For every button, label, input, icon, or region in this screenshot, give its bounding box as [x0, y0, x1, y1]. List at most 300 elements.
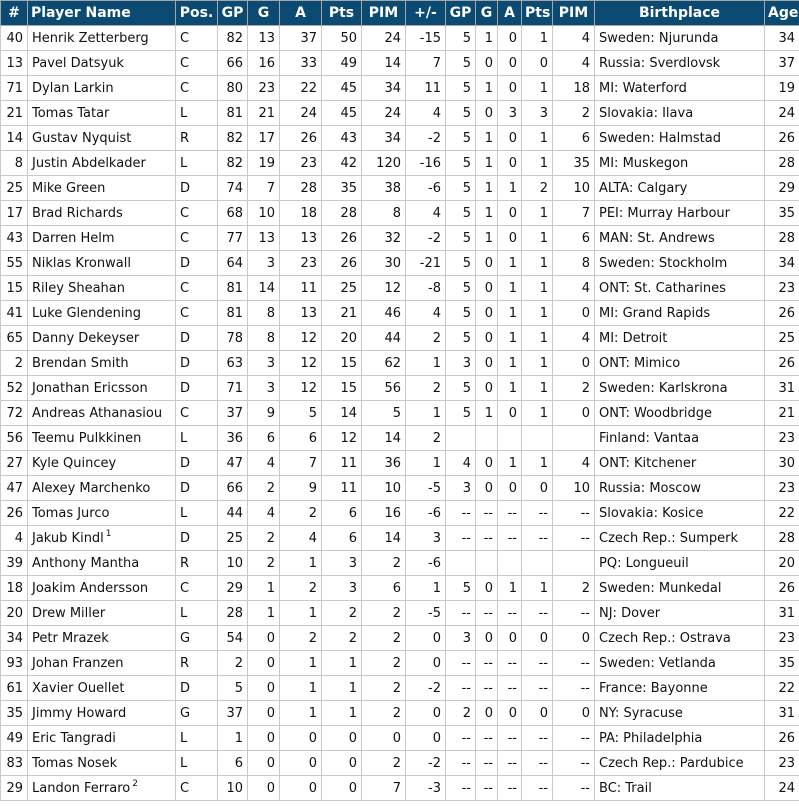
- points-cell: 0: [322, 776, 362, 801]
- penalty-minutes-cell: 34: [362, 76, 406, 101]
- col-header-playoff-goals[interactable]: G: [476, 1, 498, 26]
- player-name-cell: [28, 476, 176, 501]
- footnote-marker[interactable]: 2: [132, 778, 138, 789]
- penalty-minutes-cell: 32: [362, 226, 406, 251]
- assists-cell: 12: [280, 326, 322, 351]
- playoff-assists-cell: --: [498, 751, 522, 776]
- goals-cell: 9: [248, 401, 280, 426]
- playoff-penalty-minutes-cell: --: [553, 776, 595, 801]
- age-cell: 26: [765, 301, 799, 326]
- birthplace-cell: Sweden: Munkedal: [595, 576, 765, 601]
- plus-minus-cell: 3: [406, 526, 446, 551]
- penalty-minutes-cell: 2: [362, 701, 406, 726]
- games-played-cell: 5: [218, 676, 248, 701]
- age-cell: 23: [765, 276, 799, 301]
- birthplace-cell: ONT: Mimico: [595, 351, 765, 376]
- age-cell: 28: [765, 226, 799, 251]
- table-row: [1, 276, 799, 301]
- birthplace-cell: PEI: Murray Harbour: [595, 201, 765, 226]
- assists-cell: 1: [280, 601, 322, 626]
- col-header-birthplace[interactable]: Birthplace: [595, 1, 765, 26]
- table-row: [1, 226, 799, 251]
- playoff-points-cell: 1: [522, 126, 553, 151]
- playoff-assists-cell: 0: [498, 51, 522, 76]
- player-number-cell: 61: [1, 676, 28, 701]
- age-cell: 23: [765, 626, 799, 651]
- col-header-penalty-minutes[interactable]: PIM: [362, 1, 406, 26]
- playoff-assists-cell: 1: [498, 376, 522, 401]
- playoff-assists-cell: --: [498, 501, 522, 526]
- goals-cell: 7: [248, 176, 280, 201]
- playoff-penalty-minutes-cell: --: [553, 501, 595, 526]
- table-row: [1, 601, 799, 626]
- games-played-cell: 82: [218, 126, 248, 151]
- position-cell: C: [176, 226, 218, 251]
- player-number-cell: 15: [1, 276, 28, 301]
- playoff-goals-cell: --: [476, 651, 498, 676]
- playoff-points-cell: 1: [522, 326, 553, 351]
- penalty-minutes-cell: 30: [362, 251, 406, 276]
- assists-cell: 18: [280, 201, 322, 226]
- playoff-points-cell: 3: [522, 101, 553, 126]
- goals-cell: 0: [248, 726, 280, 751]
- player-number-cell: 72: [1, 401, 28, 426]
- position-cell: C: [176, 276, 218, 301]
- plus-minus-cell: 1: [406, 401, 446, 426]
- playoff-assists-cell: 0: [498, 126, 522, 151]
- player-name-cell: [28, 726, 176, 751]
- playoff-goals-cell: --: [476, 601, 498, 626]
- playoff-penalty-minutes-cell: --: [553, 651, 595, 676]
- penalty-minutes-cell: 7: [362, 776, 406, 801]
- playoff-penalty-minutes-cell: 8: [553, 251, 595, 276]
- playoff-assists-cell: --: [498, 776, 522, 801]
- playoff-games-played-cell: --: [446, 601, 476, 626]
- playoff-assists-cell: [498, 426, 522, 451]
- plus-minus-cell: -3: [406, 776, 446, 801]
- position-cell: D: [176, 526, 218, 551]
- player-name-text: Henrik Zetterberg: [32, 30, 149, 46]
- player-number-cell: 43: [1, 226, 28, 251]
- player-number-cell: 26: [1, 501, 28, 526]
- position-cell: G: [176, 626, 218, 651]
- playoff-points-cell: 1: [522, 451, 553, 476]
- player-name-cell: [28, 226, 176, 251]
- position-cell: L: [176, 726, 218, 751]
- games-played-cell: 82: [218, 26, 248, 51]
- position-cell: G: [176, 701, 218, 726]
- playoff-penalty-minutes-cell: 2: [553, 376, 595, 401]
- age-cell: 26: [765, 351, 799, 376]
- playoff-goals-cell: [476, 426, 498, 451]
- assists-cell: 12: [280, 351, 322, 376]
- points-cell: 25: [322, 276, 362, 301]
- playoff-points-cell: 0: [522, 626, 553, 651]
- player-name-text: Tomas Nosek: [32, 755, 118, 771]
- playoff-games-played-cell: 5: [446, 101, 476, 126]
- playoff-games-played-cell: 3: [446, 476, 476, 501]
- player-name-text: Luke Glendening: [32, 305, 141, 321]
- games-played-cell: 66: [218, 476, 248, 501]
- table-row: [1, 426, 799, 451]
- playoff-games-played-cell: 4: [446, 451, 476, 476]
- player-name-text: Anthony Mantha: [32, 555, 140, 571]
- plus-minus-cell: -6: [406, 551, 446, 576]
- goals-cell: 0: [248, 676, 280, 701]
- points-cell: 6: [322, 501, 362, 526]
- col-header-assists[interactable]: A: [280, 1, 322, 26]
- assists-cell: 2: [280, 501, 322, 526]
- col-header-player-name[interactable]: Player Name: [28, 1, 176, 26]
- birthplace-cell: ONT: Woodbridge: [595, 401, 765, 426]
- age-cell: 26: [765, 576, 799, 601]
- position-cell: C: [176, 26, 218, 51]
- penalty-minutes-cell: 2: [362, 651, 406, 676]
- assists-cell: 11: [280, 276, 322, 301]
- playoff-penalty-minutes-cell: 4: [553, 276, 595, 301]
- points-cell: 14: [322, 401, 362, 426]
- points-cell: 21: [322, 301, 362, 326]
- plus-minus-cell: 0: [406, 626, 446, 651]
- birthplace-cell: Sweden: Halmstad: [595, 126, 765, 151]
- col-header-playoff-points[interactable]: Pts: [522, 1, 553, 26]
- col-header-games-played[interactable]: GP: [218, 1, 248, 26]
- playoff-goals-cell: 0: [476, 451, 498, 476]
- table-row: [1, 526, 799, 551]
- plus-minus-cell: 0: [406, 651, 446, 676]
- assists-cell: 12: [280, 376, 322, 401]
- age-cell: 30: [765, 451, 799, 476]
- assists-cell: 37: [280, 26, 322, 51]
- playoff-games-played-cell: 5: [446, 251, 476, 276]
- plus-minus-cell: 2: [406, 326, 446, 351]
- playoff-games-played-cell: 5: [446, 401, 476, 426]
- goals-cell: 13: [248, 226, 280, 251]
- playoff-goals-cell: 1: [476, 151, 498, 176]
- playoff-penalty-minutes-cell: 6: [553, 226, 595, 251]
- playoff-games-played-cell: 5: [446, 126, 476, 151]
- playoff-points-cell: 1: [522, 276, 553, 301]
- plus-minus-cell: 4: [406, 201, 446, 226]
- col-header-playoff-assists[interactable]: A: [498, 1, 522, 26]
- playoff-goals-cell: 1: [476, 26, 498, 51]
- player-name-cell: [28, 326, 176, 351]
- footnote-marker[interactable]: 1: [105, 528, 112, 539]
- birthplace-cell: Czech Rep.: Sumperk: [595, 526, 765, 551]
- plus-minus-cell: -21: [406, 251, 446, 276]
- player-name-text: Brad Richards: [32, 205, 123, 221]
- assists-cell: 1: [280, 676, 322, 701]
- table-body: [1, 26, 799, 801]
- penalty-minutes-cell: 8: [362, 201, 406, 226]
- player-number-cell: 34: [1, 626, 28, 651]
- col-header-playoff-penalty-minutes[interactable]: PIM: [553, 1, 595, 26]
- playoff-penalty-minutes-cell: 4: [553, 51, 595, 76]
- player-name-cell: [28, 126, 176, 151]
- playoff-points-cell: [522, 426, 553, 451]
- games-played-cell: 6: [218, 751, 248, 776]
- playoff-games-played-cell: 5: [446, 276, 476, 301]
- games-played-cell: 82: [218, 151, 248, 176]
- col-header-position[interactable]: Pos.: [176, 1, 218, 26]
- playoff-points-cell: 1: [522, 576, 553, 601]
- games-played-cell: 36: [218, 426, 248, 451]
- playoff-points-cell: 1: [522, 226, 553, 251]
- col-header-points[interactable]: Pts: [322, 1, 362, 26]
- playoff-points-cell: 1: [522, 151, 553, 176]
- playoff-penalty-minutes-cell: 4: [553, 451, 595, 476]
- age-cell: 28: [765, 526, 799, 551]
- penalty-minutes-cell: 12: [362, 276, 406, 301]
- table-row: [1, 176, 799, 201]
- points-cell: 6: [322, 526, 362, 551]
- position-cell: L: [176, 101, 218, 126]
- age-cell: 23: [765, 751, 799, 776]
- points-cell: 0: [322, 726, 362, 751]
- playoff-goals-cell: 1: [476, 226, 498, 251]
- playoff-points-cell: --: [522, 751, 553, 776]
- games-played-cell: 1: [218, 726, 248, 751]
- plus-minus-cell: -6: [406, 501, 446, 526]
- age-cell: 22: [765, 676, 799, 701]
- playoff-games-played-cell: 5: [446, 176, 476, 201]
- position-cell: R: [176, 651, 218, 676]
- plus-minus-cell: -5: [406, 601, 446, 626]
- playoff-games-played-cell: 5: [446, 376, 476, 401]
- position-cell: D: [176, 351, 218, 376]
- playoff-assists-cell: 3: [498, 101, 522, 126]
- player-name-cell: [28, 576, 176, 601]
- position-cell: L: [176, 601, 218, 626]
- age-cell: 37: [765, 51, 799, 76]
- playoff-assists-cell: --: [498, 651, 522, 676]
- goals-cell: 0: [248, 651, 280, 676]
- plus-minus-cell: -8: [406, 276, 446, 301]
- table-row: [1, 726, 799, 751]
- position-cell: R: [176, 551, 218, 576]
- assists-cell: 23: [280, 251, 322, 276]
- plus-minus-cell: 1: [406, 451, 446, 476]
- playoff-games-played-cell: --: [446, 651, 476, 676]
- birthplace-cell: ALTA: Calgary: [595, 176, 765, 201]
- penalty-minutes-cell: 2: [362, 676, 406, 701]
- assists-cell: 9: [280, 476, 322, 501]
- playoff-games-played-cell: --: [446, 676, 476, 701]
- table-row: [1, 126, 799, 151]
- position-cell: C: [176, 201, 218, 226]
- birthplace-cell: Finland: Vantaa: [595, 426, 765, 451]
- playoff-games-played-cell: 5: [446, 76, 476, 101]
- player-name-text: Riley Sheahan: [32, 280, 125, 296]
- playoff-games-played-cell: 5: [446, 51, 476, 76]
- position-cell: C: [176, 576, 218, 601]
- player-number-cell: 18: [1, 576, 28, 601]
- player-number-cell: 39: [1, 551, 28, 576]
- penalty-minutes-cell: 2: [362, 551, 406, 576]
- playoff-points-cell: --: [522, 501, 553, 526]
- penalty-minutes-cell: 44: [362, 326, 406, 351]
- player-number-cell: 71: [1, 76, 28, 101]
- position-cell: C: [176, 76, 218, 101]
- goals-cell: 1: [248, 576, 280, 601]
- player-number-cell: 8: [1, 151, 28, 176]
- assists-cell: 26: [280, 126, 322, 151]
- position-cell: L: [176, 501, 218, 526]
- points-cell: 1: [322, 676, 362, 701]
- goals-cell: 8: [248, 326, 280, 351]
- playoff-assists-cell: 0: [498, 76, 522, 101]
- games-played-cell: 44: [218, 501, 248, 526]
- age-cell: 22: [765, 501, 799, 526]
- table-row: [1, 476, 799, 501]
- playoff-penalty-minutes-cell: 0: [553, 626, 595, 651]
- assists-cell: 33: [280, 51, 322, 76]
- col-header-age[interactable]: Age: [765, 1, 799, 26]
- goals-cell: 0: [248, 776, 280, 801]
- age-cell: 20: [765, 551, 799, 576]
- penalty-minutes-cell: 56: [362, 376, 406, 401]
- playoff-points-cell: 2: [522, 176, 553, 201]
- assists-cell: 0: [280, 726, 322, 751]
- assists-cell: 1: [280, 701, 322, 726]
- plus-minus-cell: -2: [406, 751, 446, 776]
- playoff-games-played-cell: --: [446, 526, 476, 551]
- position-cell: D: [176, 176, 218, 201]
- player-number-cell: 56: [1, 426, 28, 451]
- plus-minus-cell: -6: [406, 176, 446, 201]
- player-name-cell: [28, 501, 176, 526]
- table-row: [1, 101, 799, 126]
- player-name-text: Kyle Quincey: [32, 455, 117, 471]
- player-name-text: Tomas Tatar: [32, 105, 110, 121]
- position-cell: D: [176, 326, 218, 351]
- plus-minus-cell: 2: [406, 426, 446, 451]
- playoff-assists-cell: 0: [498, 476, 522, 501]
- playoff-goals-cell: --: [476, 751, 498, 776]
- playoff-points-cell: 1: [522, 376, 553, 401]
- playoff-assists-cell: 1: [498, 251, 522, 276]
- table-row: [1, 301, 799, 326]
- playoff-points-cell: 1: [522, 251, 553, 276]
- player-name-text: Jimmy Howard: [32, 705, 127, 721]
- birthplace-cell: MAN: St. Andrews: [595, 226, 765, 251]
- playoff-points-cell: 0: [522, 476, 553, 501]
- points-cell: 0: [322, 751, 362, 776]
- birthplace-cell: MI: Detroit: [595, 326, 765, 351]
- games-played-cell: 29: [218, 576, 248, 601]
- playoff-goals-cell: 1: [476, 76, 498, 101]
- table-row: [1, 501, 799, 526]
- birthplace-cell: Sweden: Njurunda: [595, 26, 765, 51]
- playoff-goals-cell: 1: [476, 126, 498, 151]
- playoff-games-played-cell: 5: [446, 326, 476, 351]
- player-name-text: Johan Franzen: [32, 655, 124, 671]
- birthplace-cell: Russia: Sverdlovsk: [595, 51, 765, 76]
- player-name-cell: [28, 101, 176, 126]
- player-name-text: Gustav Nyquist: [32, 130, 132, 146]
- points-cell: 42: [322, 151, 362, 176]
- playoff-assists-cell: 1: [498, 276, 522, 301]
- birthplace-cell: Slovakia: Kosice: [595, 501, 765, 526]
- playoff-goals-cell: 0: [476, 701, 498, 726]
- games-played-cell: 81: [218, 301, 248, 326]
- player-name-cell: [28, 201, 176, 226]
- playoff-assists-cell: 1: [498, 176, 522, 201]
- age-cell: 21: [765, 401, 799, 426]
- penalty-minutes-cell: 2: [362, 601, 406, 626]
- playoff-assists-cell: --: [498, 601, 522, 626]
- assists-cell: 24: [280, 101, 322, 126]
- points-cell: 1: [322, 701, 362, 726]
- playoff-assists-cell: --: [498, 726, 522, 751]
- player-name-cell: [28, 151, 176, 176]
- birthplace-cell: MI: Grand Rapids: [595, 301, 765, 326]
- playoff-assists-cell: 1: [498, 451, 522, 476]
- player-number-cell: 35: [1, 701, 28, 726]
- assists-cell: 1: [280, 551, 322, 576]
- points-cell: 35: [322, 176, 362, 201]
- playoff-penalty-minutes-cell: --: [553, 726, 595, 751]
- goals-cell: 0: [248, 701, 280, 726]
- player-name-cell: [28, 701, 176, 726]
- playoff-games-played-cell: 5: [446, 301, 476, 326]
- col-header-playoff-games-played[interactable]: GP: [446, 1, 476, 26]
- player-name-text: Tomas Jurco: [32, 505, 110, 521]
- playoff-assists-cell: 0: [498, 401, 522, 426]
- table-row: [1, 776, 799, 801]
- games-played-cell: 77: [218, 226, 248, 251]
- points-cell: 1: [322, 651, 362, 676]
- player-name-text: Justin Abdelkader: [32, 155, 146, 171]
- col-header-goals[interactable]: G: [248, 1, 280, 26]
- birthplace-cell: NY: Syracuse: [595, 701, 765, 726]
- games-played-cell: 37: [218, 401, 248, 426]
- playoff-points-cell: 0: [522, 51, 553, 76]
- birthplace-cell: Sweden: Karlskrona: [595, 376, 765, 401]
- playoff-games-played-cell: --: [446, 501, 476, 526]
- col-header-number[interactable]: #: [1, 1, 28, 26]
- games-played-cell: 68: [218, 201, 248, 226]
- playoff-penalty-minutes-cell: 18: [553, 76, 595, 101]
- player-number-cell: 49: [1, 726, 28, 751]
- player-name-cell: [28, 76, 176, 101]
- goals-cell: 21: [248, 101, 280, 126]
- birthplace-cell: ONT: Kitchener: [595, 451, 765, 476]
- table-row: [1, 576, 799, 601]
- col-header-plus-minus[interactable]: +/-: [406, 1, 446, 26]
- player-name-cell: [28, 401, 176, 426]
- playoff-penalty-minutes-cell: 2: [553, 576, 595, 601]
- games-played-cell: 78: [218, 326, 248, 351]
- playoff-points-cell: [522, 551, 553, 576]
- goals-cell: 4: [248, 501, 280, 526]
- birthplace-cell: NJ: Dover: [595, 601, 765, 626]
- goals-cell: 14: [248, 276, 280, 301]
- table-row: [1, 201, 799, 226]
- birthplace-cell: Czech Rep.: Ostrava: [595, 626, 765, 651]
- points-cell: 15: [322, 376, 362, 401]
- playoff-assists-cell: 0: [498, 151, 522, 176]
- plus-minus-cell: 1: [406, 351, 446, 376]
- playoff-goals-cell: 1: [476, 401, 498, 426]
- table-row: [1, 376, 799, 401]
- position-cell: D: [176, 376, 218, 401]
- player-name-text: Eric Tangradi: [32, 730, 116, 746]
- player-number-cell: 41: [1, 301, 28, 326]
- player-number-cell: 2: [1, 351, 28, 376]
- player-name-text: Alexey Marchenko: [32, 480, 151, 496]
- age-cell: 31: [765, 376, 799, 401]
